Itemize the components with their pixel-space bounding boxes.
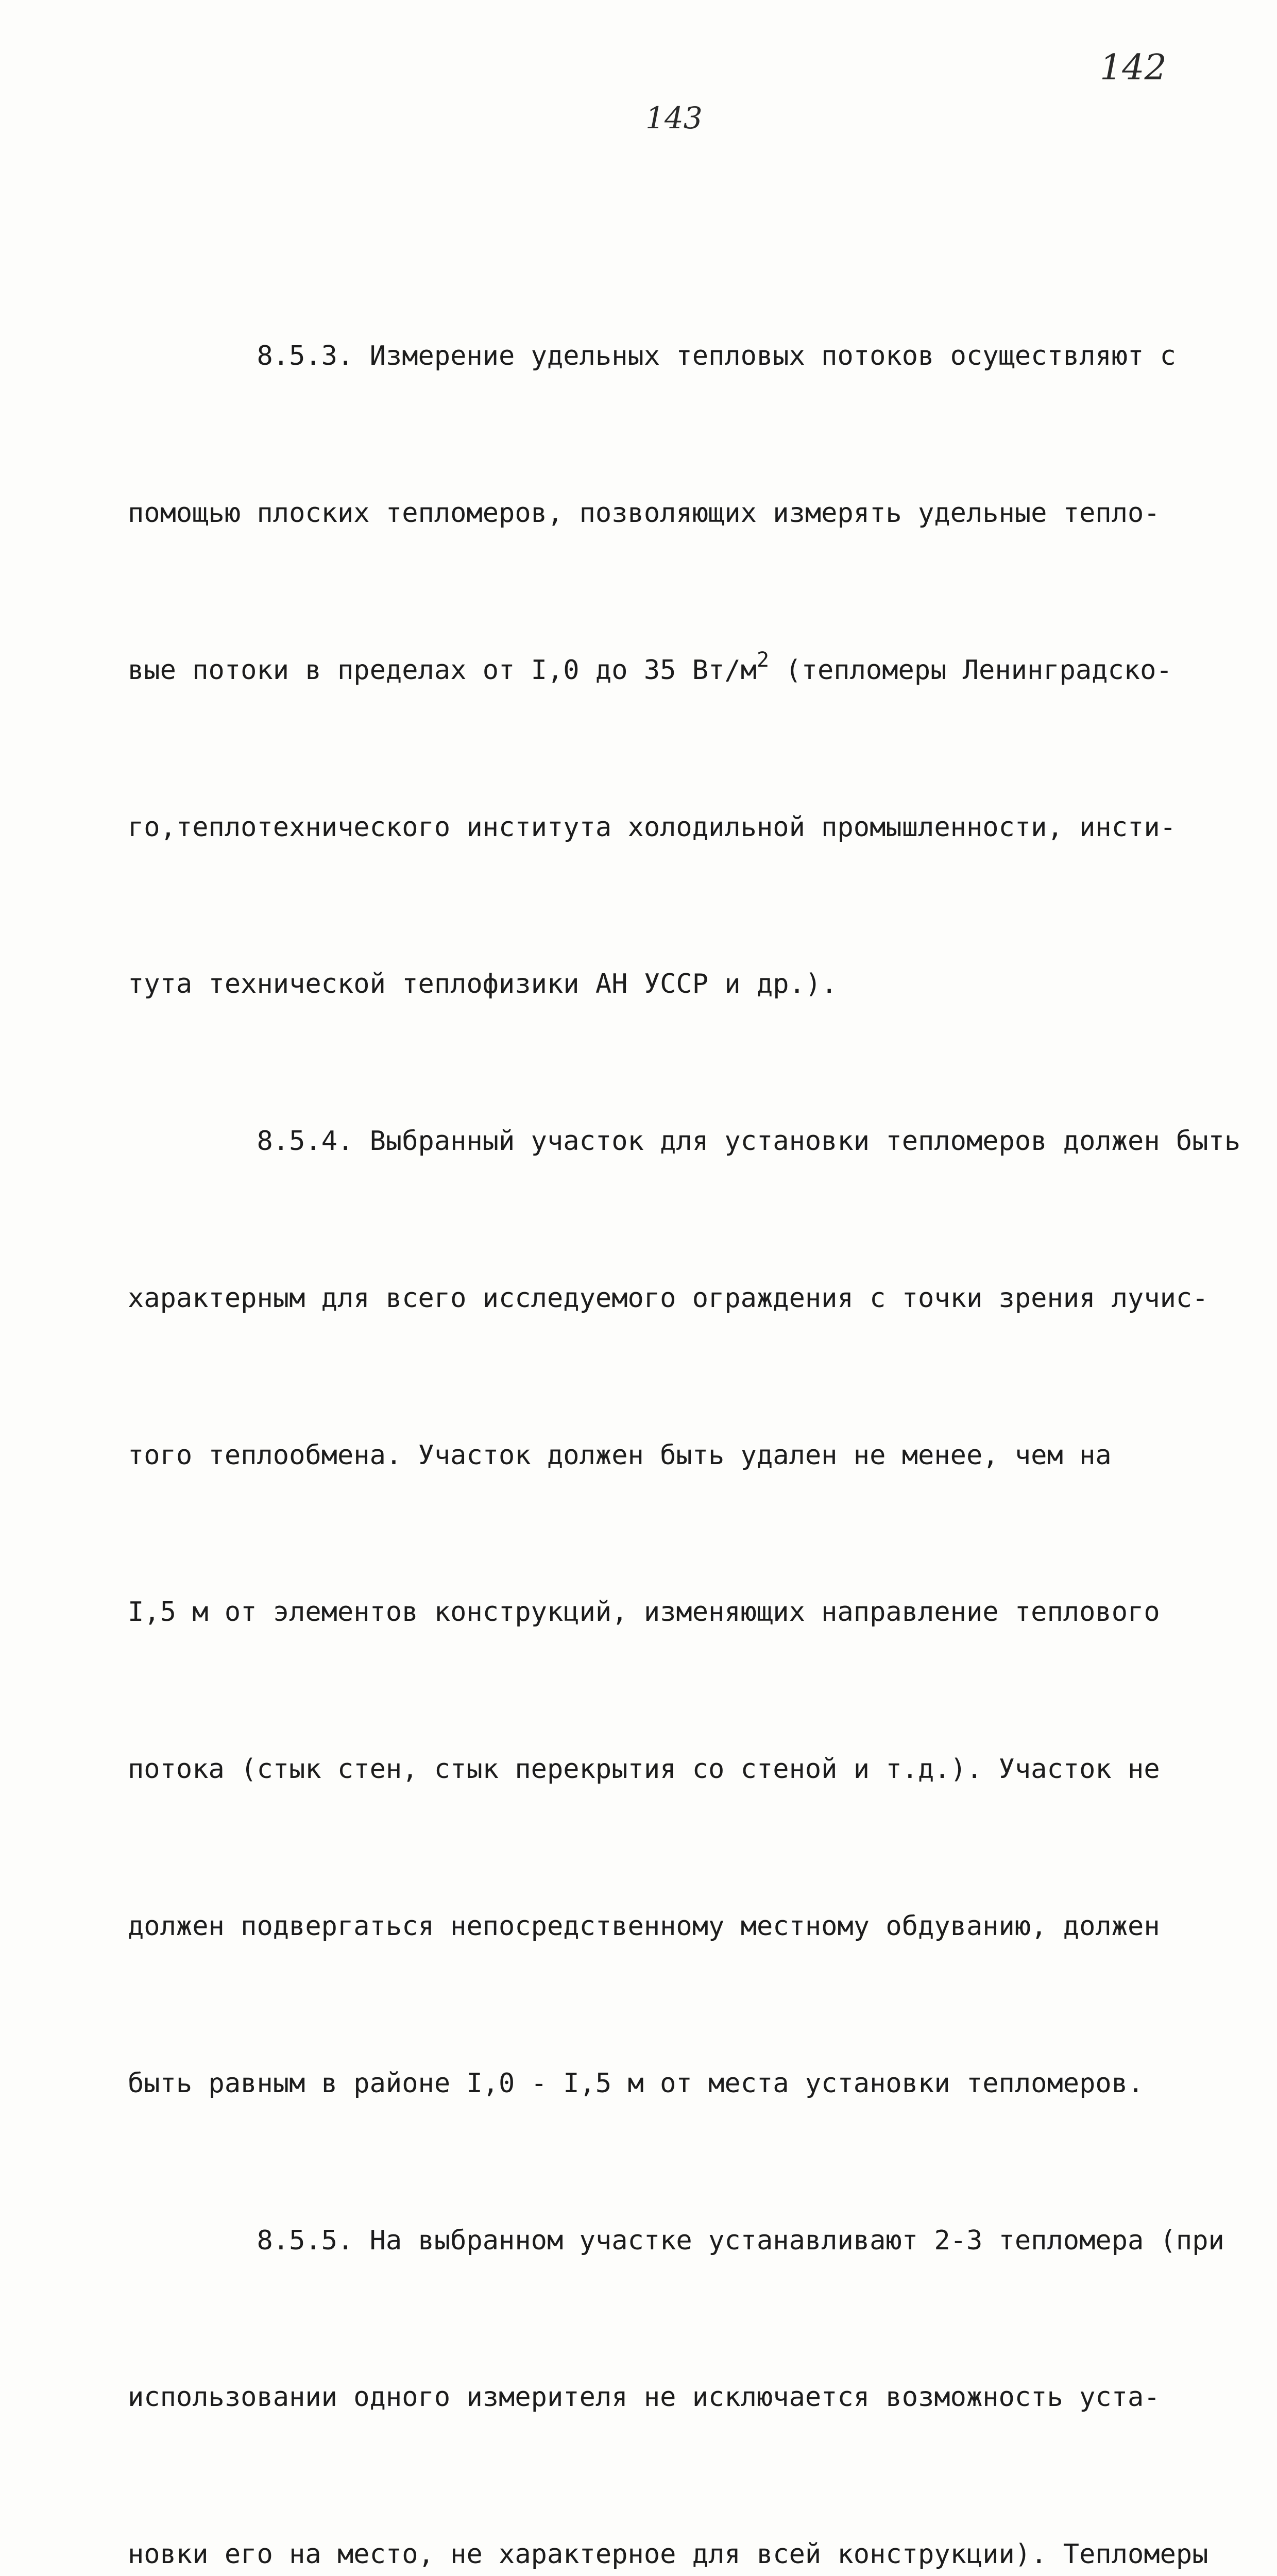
text-line: 8.5.4. Выбранный участок для установки тепломеров должен быть — [128, 1126, 1241, 1157]
text-line: характерным для всего исследуемого ограждения с точки зрения лучис- — [128, 1282, 1208, 1314]
text-line: го,теплотехнического института холодильной промышленности, инсти- — [128, 811, 1176, 843]
text-line: 8.5.3. Измерение удельных тепловых потоков осуществляют с — [128, 341, 1176, 372]
page-number-handwritten: 142 — [1100, 47, 1167, 88]
page-number: 143 — [645, 100, 703, 135]
text-line: быть равным в районе I,0 - I,5 м от места установки тепломеров. — [128, 2067, 1144, 2099]
text-line: 8.5.5. На выбранном участке устанавливают 2-3 тепломера (при — [128, 2225, 1224, 2256]
document-body — [128, 226, 1241, 2576]
text-segment: вые потоки в пределах от I,0 до 35 Вт/м — [128, 654, 757, 686]
text-line: того теплообмена. Участок должен быть удален не менее, чем на — [128, 1439, 1112, 1471]
text-line: помощью плоских тепломеров, позволяющих измерять удельные тепло- — [128, 497, 1160, 529]
text-line: потока (стык стен, стык перекрытия со стеной и т.д.). Участок не — [128, 1754, 1160, 1785]
superscript: 2 — [756, 648, 770, 672]
text-line — [128, 645, 1230, 697]
text-segment: (тепломеры Ленинградско- — [769, 654, 1172, 686]
text-line: тута технической теплофизики АН УССР и др.). — [128, 969, 838, 1000]
text-line: новки его на место, не характерное для всей конструкции). Тепломеры — [128, 2539, 1208, 2570]
text-line: должен подвергаться непосредственному местному обдуванию, должен — [128, 1911, 1160, 1942]
text-line: использовании одного измерителя не исключается возможность уста- — [128, 2382, 1160, 2413]
text-line: I,5 м от элементов конструкций, изменяющих направление теплового — [128, 1597, 1160, 1628]
